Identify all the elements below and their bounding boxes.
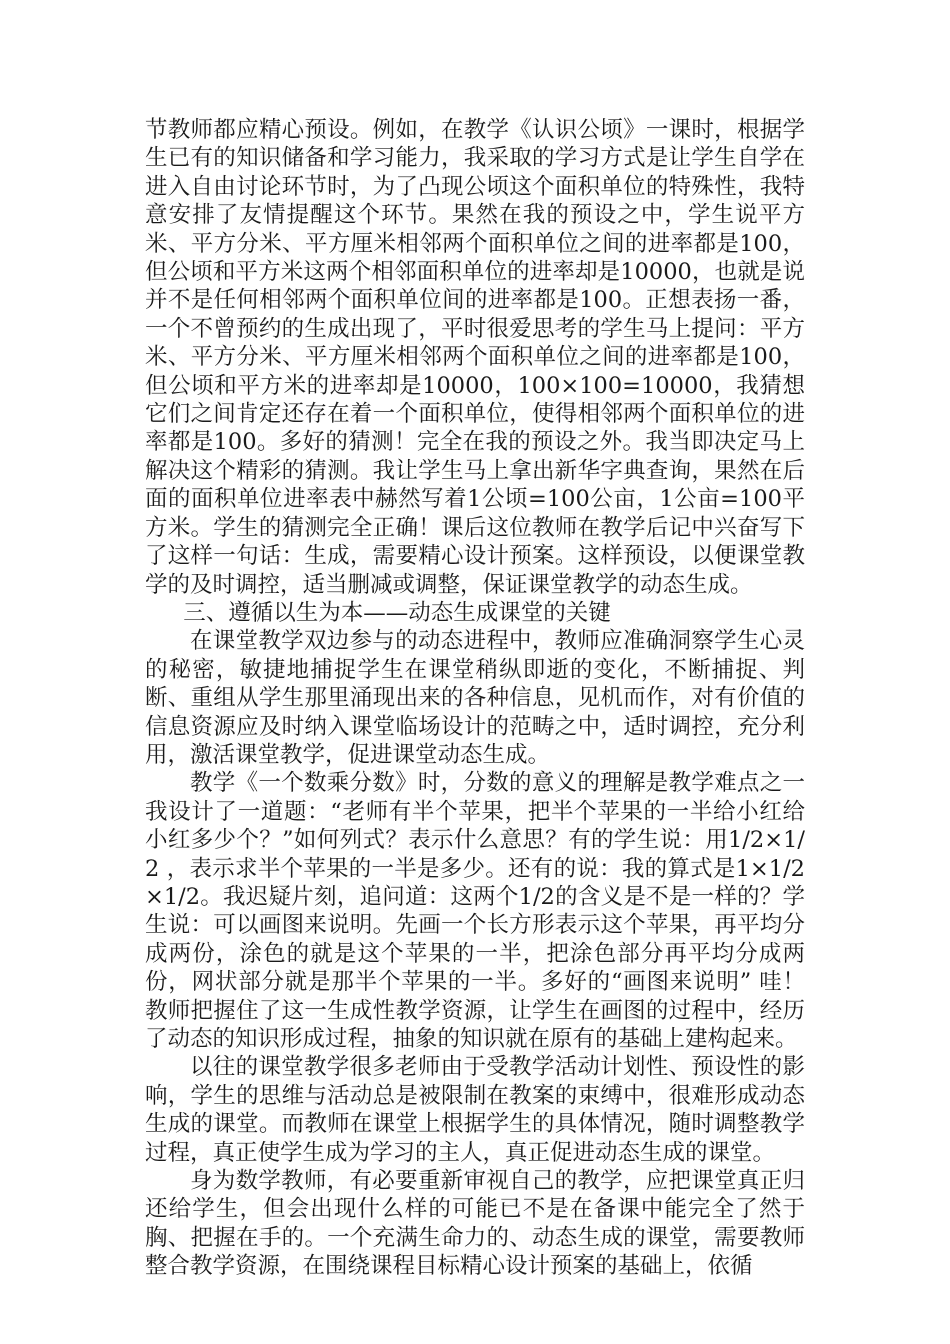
document-page [145, 116, 805, 1281]
paragraph: 身为数学教师，有必要重新审视自己的教学，应把课堂真正归还给学生，但会出现什么样的可能已不是在备课中能完全了然于胸、把握在手的。一个充满生命力的、动态生成的课堂，需要教师整合教学资源，在围绕课程目标精心设计预案的基础上，依循 [145, 1168, 805, 1280]
paragraph: 教学《一个数乘分数》时，分数的意义的理解是教学难点之一我设计了一道题：“老师有半个苹果，把半个苹果的一半给小红给小红多少个？”如何列式？表示什么意思？有的学生说：用1/2×1/2 ，表示求半个苹果的一半是多少。还有的说：我的算式是1×1/2×1/2。我迟疑片刻，追问道：这两个1/2的含义是不是一样的？学生说：可以画图来说明。先画一个长方形表示这个苹果，再平均分成两份，涂色的就是这个苹果的一半，把涂色部分再平均分成两份，网状部分就是那半个苹果的一半。多好的“画图来说明” 哇！教师把握住了这一生成性教学资源，让学生在画图的过程中，经历了动态的知识形成过程，抽象的知识就在原有的基础上建构起来。 [145, 770, 805, 1052]
paragraph: 在课堂教学双边参与的动态进程中，教师应准确洞察学生心灵的秘密，敏捷地捕捉学生在课堂稍纵即逝的变化，不断捕捉、判断、重组从学生那里涌现出来的各种信息，见机而作，对有价值的信息资源应及时纳入课堂临场设计的范畴之中，适时调控，充分利用，激活课堂教学，促进课堂动态生成。 [145, 628, 805, 768]
paragraph: 以往的课堂教学很多老师由于受教学活动计划性、预设性的影响，学生的思维与活动总是被限制在教案的束缚中，很难形成动态生成的课堂。而教师在课堂上根据学生的具体情况，随时调整教学过程，真正使学生成为学习的主人，真正促进动态生成的课堂。 [145, 1054, 805, 1166]
paragraph-continuation: 节教师都应精心预设。例如，在教学《认识公顷》一课时，根据学生已有的知识储备和学习能力，我采取的学习方式是让学生自学在进入自由讨论环节时，为了凸现公顷这个面积单位的特殊性，我特意安排了友情提醒这个环节。果然在我的预设之中，学生说平方米、平方分米、平方厘米相邻两个面积单位之间的进率都是100，但公顷和平方米这两个相邻面积单位的进率却是10000，也就是说并不是任何相邻两个面积单位间的进率都是100。正想表扬一番，一个不曾预约的生成出现了，平时很爱思考的学生马上提问：平方米、平方分米、平方厘米相邻两个面积单位之间的进率都是100，但公顷和平方米的进率却是10000，100×100=10000，我猜想它们之间肯定还存在着一个面积单位，使得相邻两个面积单位的进率都是100。多好的猜测！完全在我的预设之外。我当即决定马上解决这个精彩的猜测。我让学生马上拿出新华字典查询，果然在后面的面积单位进率表中赫然写着1公顷=100公亩，1公亩=100平方米。学生的猜测完全正确！课后这位教师在教学后记中兴奋写下了这样一句话：生成，需要精心设计预案。这样预设，以便课堂教学的及时调控，适当删减或调整，保证课堂教学的动态生成。 [145, 117, 805, 598]
section-heading: 三、遵循以生为本——动态生成课堂的关键 [183, 599, 611, 626]
